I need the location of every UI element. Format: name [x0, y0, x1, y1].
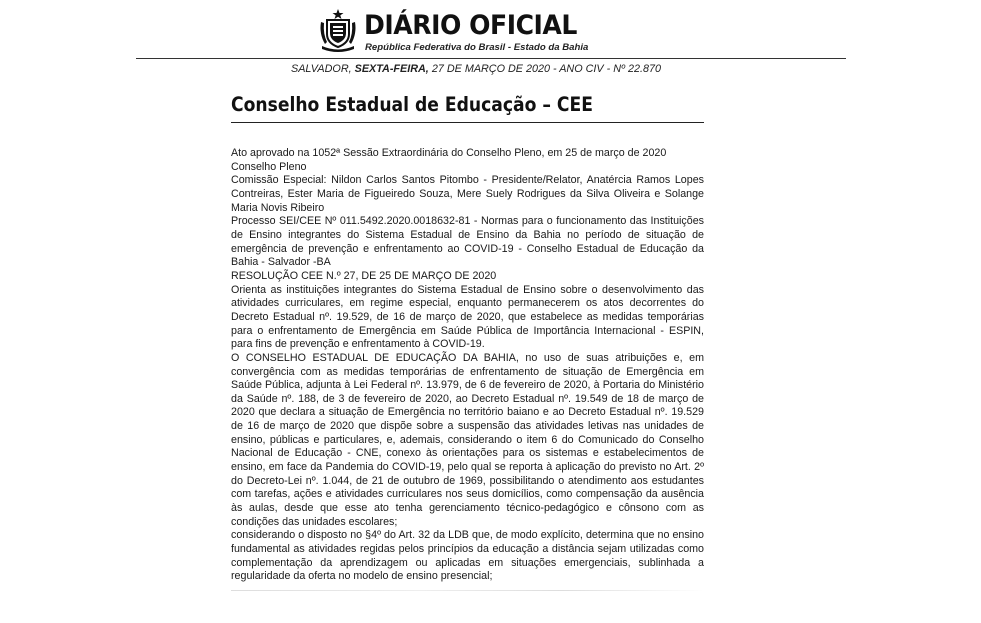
section-heading: Conselho Estadual de Educação – CEE [231, 93, 593, 116]
article-body [231, 147, 704, 584]
dateline-date-edition: 27 DE MARÇO DE 2020 - ANO CIV - Nº 22.870 [431, 63, 661, 75]
body-paragraph: Ato aprovado na 1052ª Sessão Extraordinária do Conselho Pleno, em 25 de março de 2020 [231, 147, 667, 159]
masthead [318, 8, 589, 56]
dateline-city: SALVADOR, [291, 63, 352, 75]
body-paragraph: Comissão Especial: Nildon Carlos Santos Pitombo - Presidente/Relator, Anatércia Ramos Lopes Contreiras, Ester Maria de Figueiredo Souza, Mere Suely Rodrigues da Silva Oliveira e Solange Maria Novis Ribeiro [231, 174, 704, 214]
masthead-divider [136, 58, 846, 59]
coat-of-arms-icon [318, 8, 358, 52]
body-paragraph: considerando o disposto no §4º do Art. 32 da LDB que, de modo explícito, determina que no ensino fundamental as atividades regidas pelos princípios da educação a distância sejam utilizadas como complementação da aprendizagem ou aplicadas em situações emergenciais, sublinhada a regularidade da oferta no modelo de ensino presencial; [231, 529, 704, 583]
newspaper-subtitle: República Federativa do Brasil - Estado da Bahia [365, 42, 589, 53]
body-paragraph: RESOLUÇÃO CEE N.º 27, DE 25 DE MARÇO DE 2020 [231, 269, 497, 282]
body-paragraph: Orienta as instituições integrantes do Sistema Estadual de Ensino sobre o desenvolvimento das atividades curriculares, em regime especial, enquanto permanecerem os atos decorrentes do Decreto Estadual nº. 19.529, de 16 de março de 2020, que estabelece as medidas temporárias para o enfrentamento de Emergência em Saúde Pública de Importância Internacional - ESPIN, para fins de prevenção e enfrentamento à COVID-19. [231, 283, 704, 351]
page-cutoff-shadow [231, 590, 704, 591]
dateline-weekday: SEXTA-FEIRA, [354, 63, 429, 75]
body-paragraph: Processo SEI/CEE Nº 011.5492.2020.0018632-81 - Normas para o funcionamento das Instituições de Ensino integrantes do Sistema Estadual de Ensino da Bahia no período de situação de emergência de prevenção e enfrentamento ao COVID-19 - Conselho Estadual de Educação da Bahia - Salvador -BA [231, 215, 704, 269]
body-paragraph: Conselho Pleno [231, 160, 307, 173]
dateline [291, 63, 661, 75]
newspaper-title: DIÁRIO OFICIAL [364, 10, 577, 41]
heading-divider [231, 122, 704, 123]
body-paragraph: O CONSELHO ESTADUAL DE EDUCAÇÃO DA BAHIA, no uso de suas atribuições e, em convergência com as medidas temporárias de enfrentamento de situação de Emergência em Saúde Pública, adjunta à Lei Federal nº. 13.979, de 6 de fevereiro de 2020, à Portaria do Ministério da Saúde nº. 188, de 3 de fevereiro de 2020, ao Decreto Estadual nº. 19.549 de 18 de março de 2020 que declara a situação de Emergência no território baiano e ao Decreto Estadual nº. 19.529 de 16 de março de 2020 que dispõe sobre a suspensão das atividades letivas nas unidades de ensino, públicas e particulares, e, ademais, considerando o item 6 do Comunicado do Conselho Nacional de Educação - CNE, conexo às orientações para os sistemas e estabelecimentos de ensino, em face da Pandemia do COVID-19, pelo qual se reporta à aplicação do previsto no Art. 2º do Decreto-Lei nº. 1.044, de 21 de outubro de 1969, possibilitando o atendimento aos estudantes com tarefas, ações e atividades curriculares nos seus domicílios, como compensação da ausência às aulas, desde que esse ato tenha gerenciamento técnico-pedagógico e cônsono com as condições das unidades escolares; [231, 351, 704, 528]
